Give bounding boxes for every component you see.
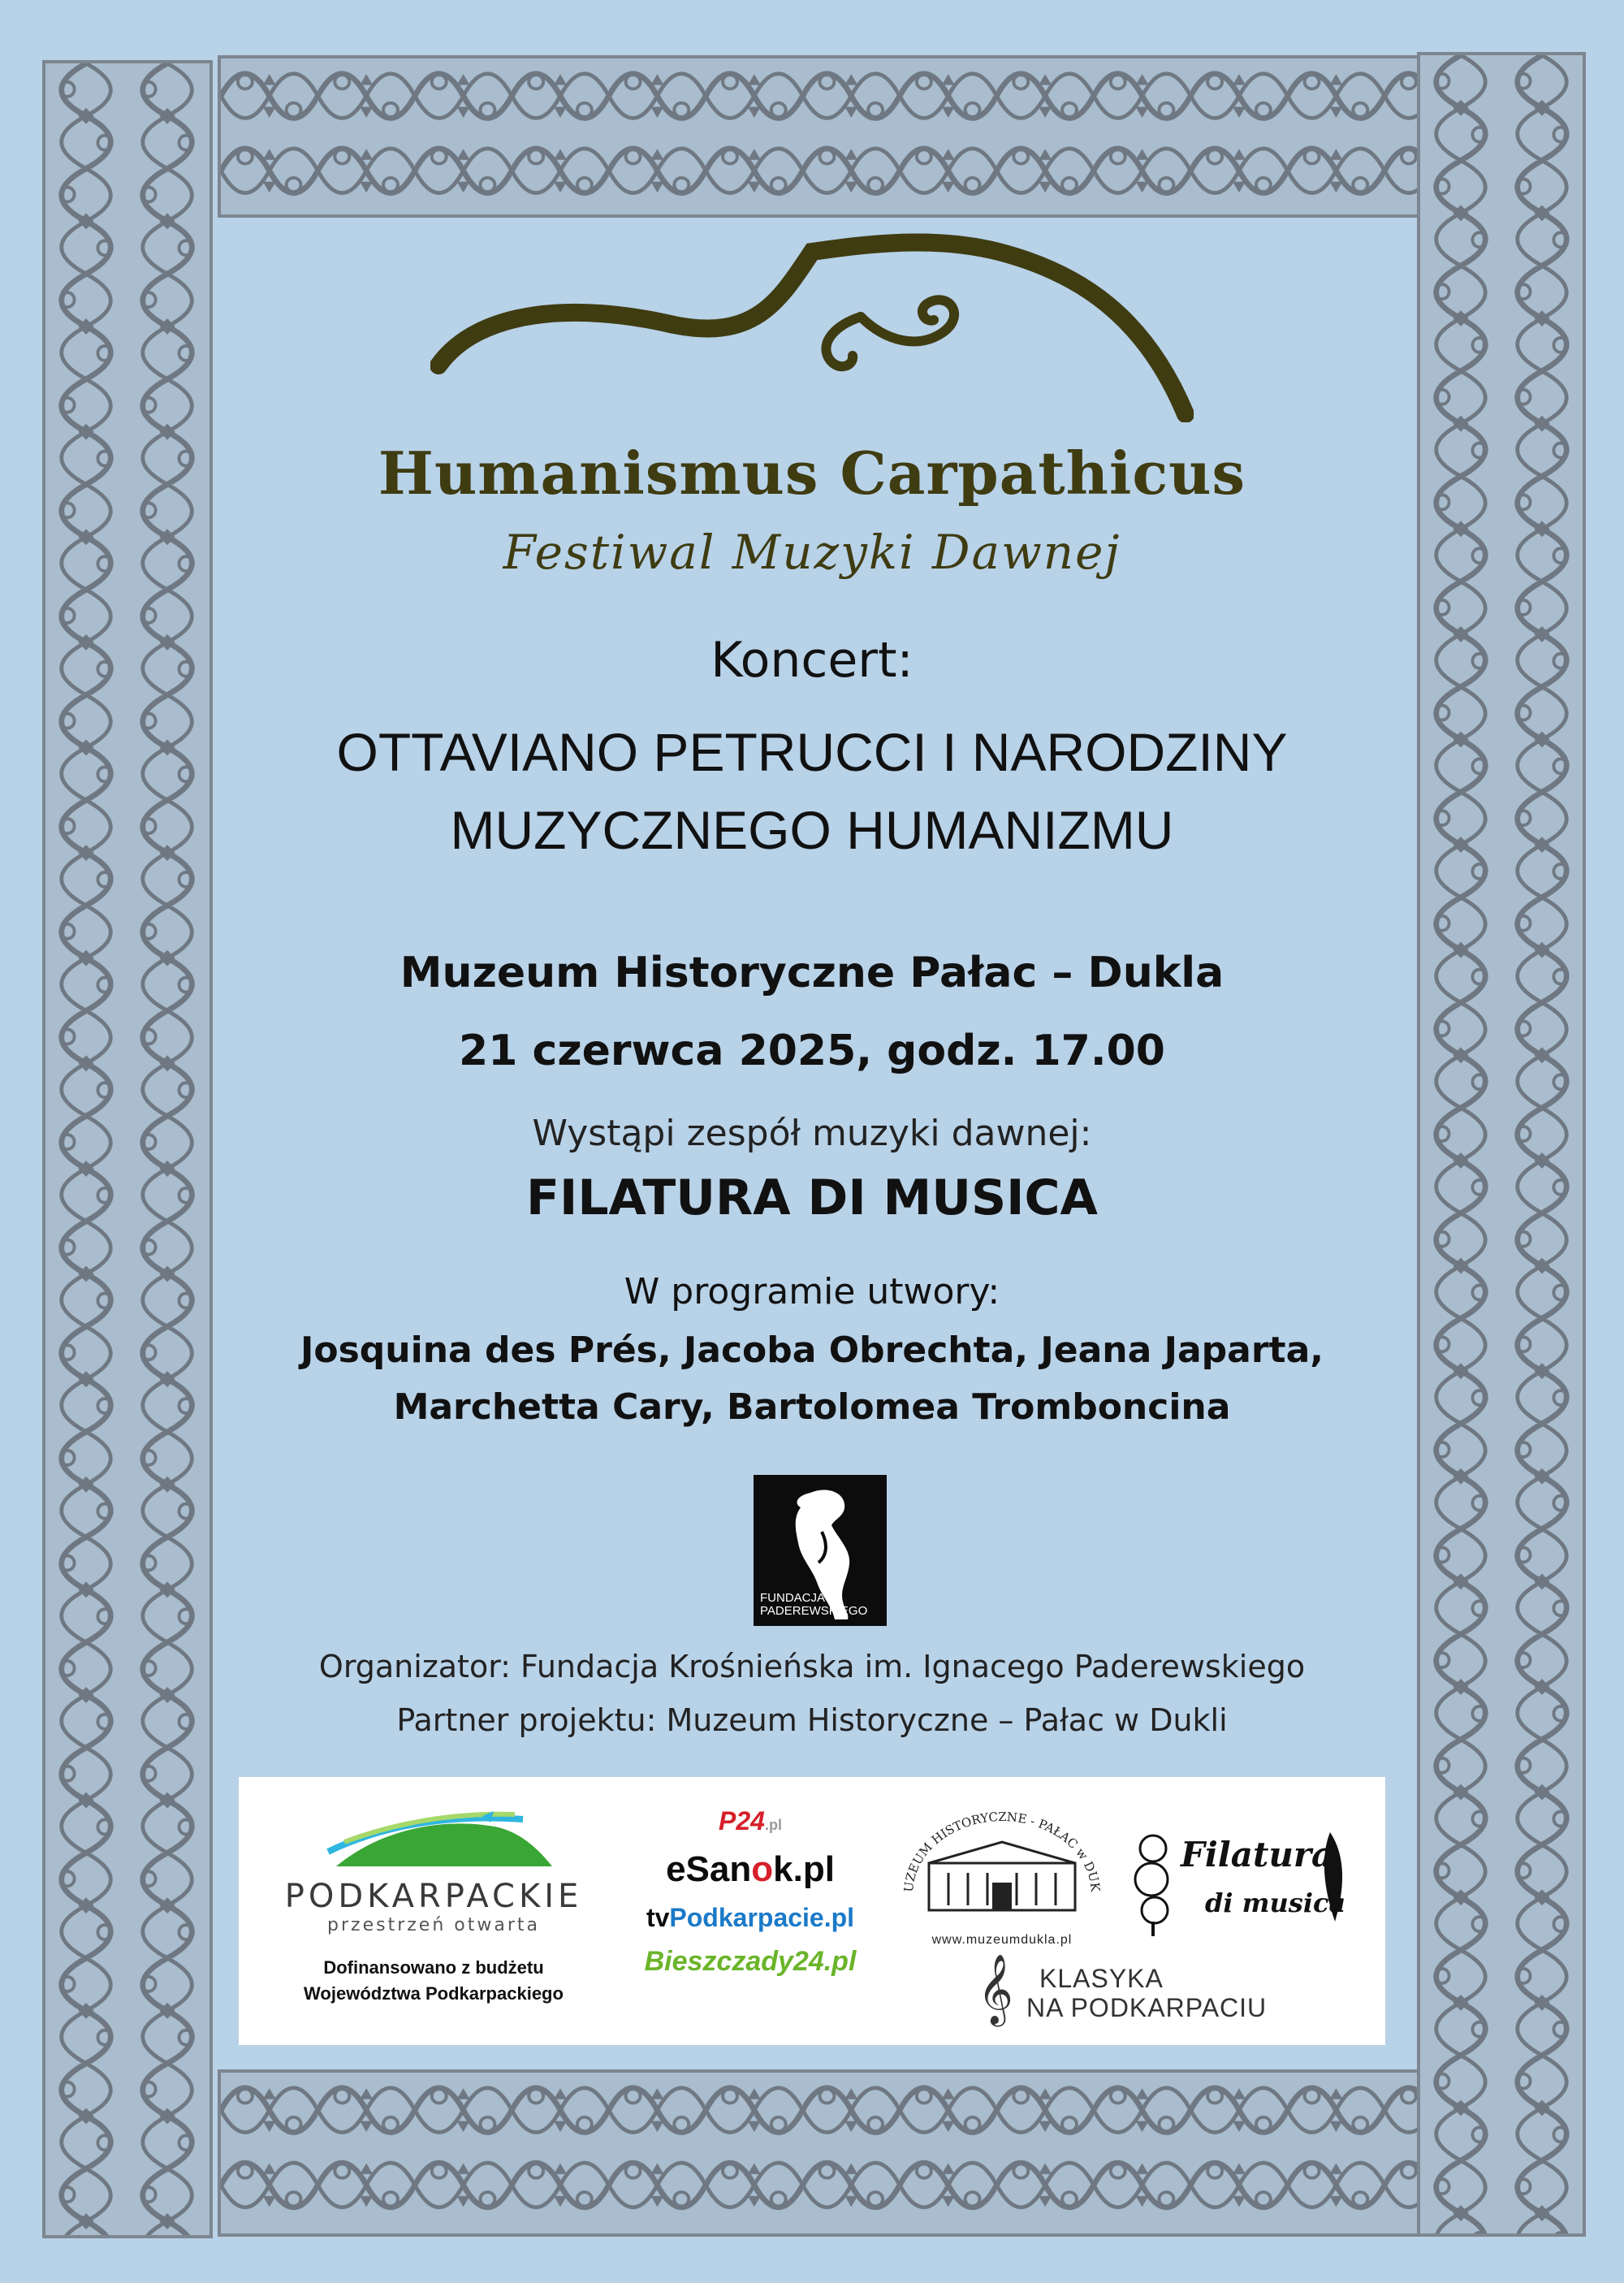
treble-clef-icon: 𝄞 bbox=[978, 1954, 1013, 2024]
tvpodkarpacie-logo bbox=[620, 1903, 880, 1933]
palace-engraving-icon bbox=[896, 1805, 1108, 1926]
concert-title-line-1: OTTAVIANO PETRUCCI I NARODZINY bbox=[336, 722, 1288, 782]
bieszczady24-logo: Bieszczady24.pl bbox=[644, 1946, 857, 1977]
funding-note-line-1: Dofinansowano z budżetu bbox=[323, 1957, 544, 1978]
sponsors-band bbox=[239, 1777, 1385, 2045]
klasyka-line-1: KLASYKA bbox=[1039, 1964, 1164, 1993]
venue-place: Muzeum Historyczne Pałac – Dukla bbox=[400, 949, 1224, 997]
esanok-logo-suffix: k.pl bbox=[773, 1849, 835, 1889]
tvpodkarpacie-logo-name: Podkarpacie.pl bbox=[669, 1903, 855, 1932]
svg-text:MUZEUM HISTORYCZNE - PAŁAC w D bbox=[896, 1805, 1103, 1893]
funding-note bbox=[263, 1955, 604, 2007]
violin-outline-logo bbox=[430, 227, 1194, 422]
klasyka-na-podkarpaciu-logo bbox=[970, 1954, 1311, 2024]
concert-title-line-2: MUZYCZNEGO HUMANIZMU bbox=[450, 800, 1174, 860]
funding-note-line-2: Województwa Podkarpackiego bbox=[304, 1983, 564, 2004]
festival-title: Humanismus Carpathicus bbox=[378, 439, 1246, 508]
p24-logo-24: 24 bbox=[736, 1806, 765, 1835]
klasyka-line-2: NA PODKARPACIU bbox=[1026, 1993, 1268, 2022]
filatura-di-musica-logo bbox=[1132, 1816, 1359, 1938]
esanok-logo-prefix: eSan bbox=[666, 1849, 752, 1889]
foundation-logo-line-1: FUNDACJA bbox=[760, 1591, 826, 1605]
ensemble-name: FILATURA DI MUSICA bbox=[526, 1170, 1098, 1226]
composers-line-1: Josquina des Prés, Jacoba Obrechta, Jeana Japarta, bbox=[300, 1330, 1324, 1371]
p24-logo bbox=[620, 1806, 880, 1836]
partner-credit: Partner projektu: Muzeum Historyczne – Pałac w Dukli bbox=[396, 1702, 1228, 1738]
filatura-line-2: di musica bbox=[1205, 1887, 1346, 1918]
filatura-line-1: Filatura bbox=[1181, 1835, 1334, 1874]
concert-label: Koncert: bbox=[710, 632, 914, 689]
filatura-tree-icon bbox=[1132, 1816, 1359, 1938]
foundation-logo-line-2: PADEREWSKIEGO bbox=[760, 1604, 868, 1618]
podkarpackie-tagline: przestrzeń otwarta bbox=[327, 1915, 540, 1935]
concert-title bbox=[0, 713, 1624, 869]
podkarpackie-swoosh-icon bbox=[312, 1810, 555, 1871]
venue-datetime: 21 czerwca 2025, godz. 17.00 bbox=[459, 1027, 1165, 1075]
ornament-border-bottom bbox=[218, 2069, 1582, 2237]
esanok-logo bbox=[620, 1849, 880, 1890]
composers-line-2: Marchetta Cary, Bartolomea Tromboncina bbox=[393, 1386, 1231, 1428]
foundation-logo bbox=[754, 1475, 887, 1626]
performer-label: Wystąpi zespół muzyki dawnej: bbox=[532, 1113, 1092, 1154]
podkarpackie-logo bbox=[263, 1810, 604, 2029]
media-partners bbox=[620, 1801, 880, 2037]
p24-logo-domain: .pl bbox=[764, 1817, 782, 1833]
podkarpackie-name: PODKARPACKIE bbox=[284, 1878, 583, 1915]
tvpodkarpacie-logo-tv: tv bbox=[646, 1903, 670, 1932]
ornament-border-top bbox=[218, 55, 1582, 218]
composer-list bbox=[0, 1322, 1624, 1436]
organizer-credit: Organizator: Fundacja Krośnieńska im. Ignacego Paderewskiego bbox=[318, 1649, 1306, 1684]
esanok-logo-rose-o: o bbox=[751, 1849, 774, 1889]
muzeum-arc-text: UZEUM HISTORYCZNE - PAŁAC w DUK bbox=[901, 1810, 1104, 1893]
muzeum-url: www.muzeumdukla.pl bbox=[931, 1933, 1073, 1947]
p24-logo-p: P bbox=[719, 1806, 736, 1835]
muzeum-dukla-logo bbox=[896, 1805, 1108, 1951]
venue-block bbox=[0, 934, 1624, 1090]
festival-subtitle: Festiwal Muzyki Dawnej bbox=[503, 525, 1121, 580]
program-label: W programie utwory: bbox=[624, 1271, 1000, 1312]
